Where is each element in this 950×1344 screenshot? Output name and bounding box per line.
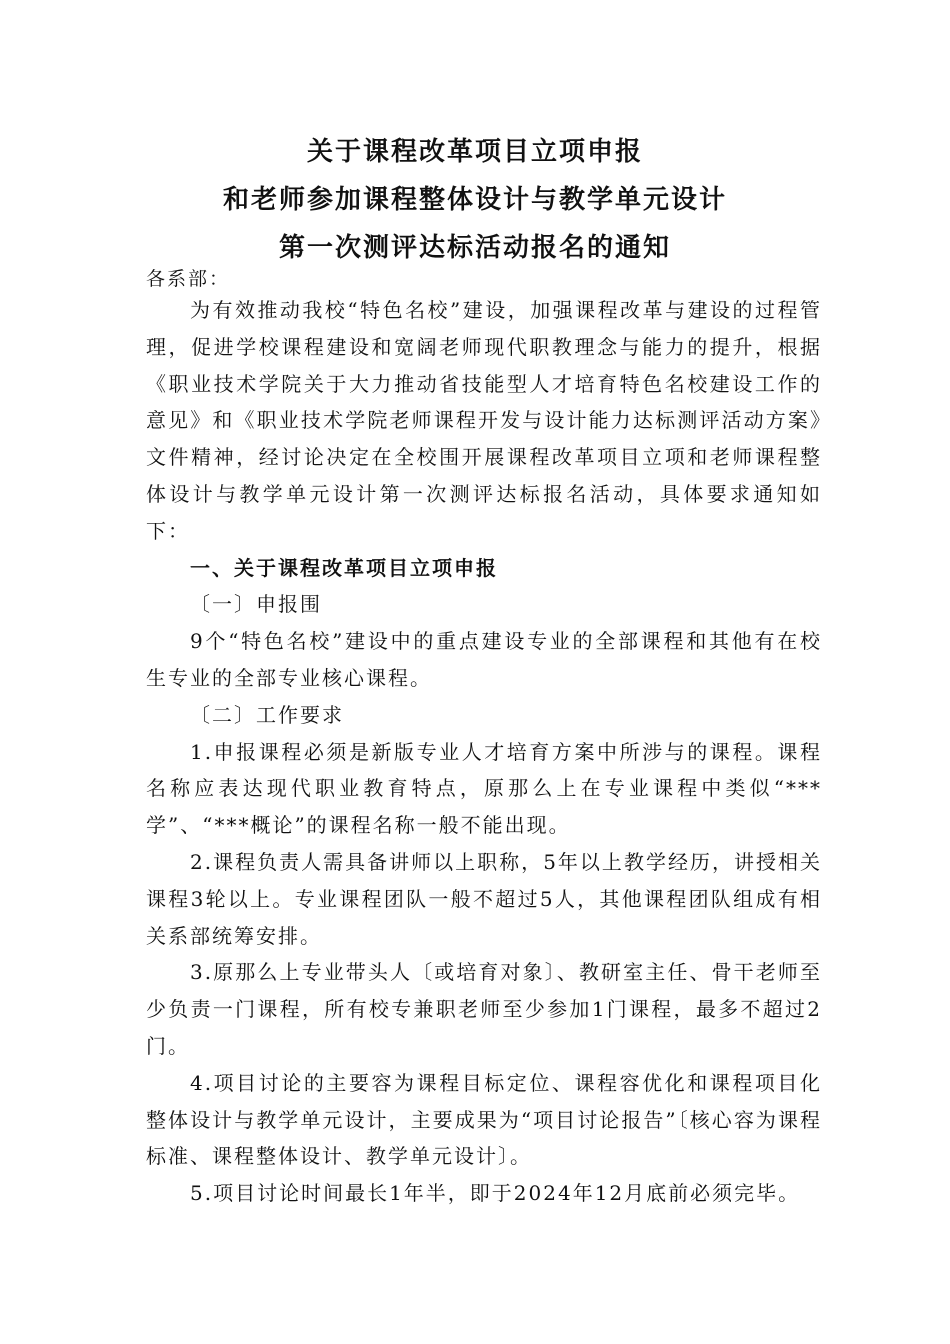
requirement-item-1: 1.申报课程必须是新版专业人才培育方案中所涉与的课程。课程名称应表达现代职业教育特点，原那么上在专业课程中类似“***学”、“***概论”的课程名称一般不能出现。 [146, 739, 822, 838]
scope-paragraph: 9个“特色名校”建设中的重点建设专业的全部课程和其他有在校生专业的全部专业核心课程。 [146, 629, 822, 690]
requirement-item-2: 2.课程负责人需具备讲师以上职称，5年以上教学经历，讲授相关课程3轮以上。专业课程团队一般不超过5人，其他课程团队组成有相关系部统筹安排。 [146, 849, 822, 948]
requirement-item-5: 5.项目讨论时间最长1年半，即于2024年12月底前必须完毕。 [190, 1181, 801, 1206]
section-heading-1: 一、关于课程改革项目立项申报 [190, 555, 498, 580]
title-line-2: 和老师参加课程整体设计与教学单元设计 [222, 185, 727, 215]
title-line-3: 第一次测评达标活动报名的通知 [278, 233, 671, 263]
title-line-1: 关于课程改革项目立项申报 [306, 137, 643, 167]
requirement-item-3: 3.原那么上专业带头人〔或培育对象〕、教研室主任、骨干老师至少负责一门课程，所有校专兼职老师至少参加1门课程，最多不超过2门。 [146, 960, 822, 1058]
subsection-heading-requirements: 〔二〕工作要求 [190, 702, 344, 727]
salutation: 各系部： [146, 268, 231, 290]
intro-paragraph: 为有效推动我校“特色名校”建设，加强课程改革与建设的过程管理，促进学校课程建设和宽阔老师现代职教理念与能力的提升，根据《职业技术学院关于大力推动省技能型人才培育特色名校建设工作的意见》和《职业技术学院老师课程开发与设计能力达标测评活动方案》文件精神，经讨论决定在全校围开展课程改革项目立项和老师课程整体设计与教学单元设计第一次测评达标报名活动，具体要求通知如下： [146, 298, 822, 543]
document-title [128, 0, 822, 272]
subsection-heading-scope: 〔一〕申报围 [190, 592, 322, 617]
requirement-item-4: 4.项目讨论的主要容为课程目标定位、课程容优化和课程项目化整体设计与教学单元设计，主要成果为“项目讨论报告”〔核心容为课程标准、课程整体设计、教学单元设计〕。 [146, 1070, 822, 1169]
